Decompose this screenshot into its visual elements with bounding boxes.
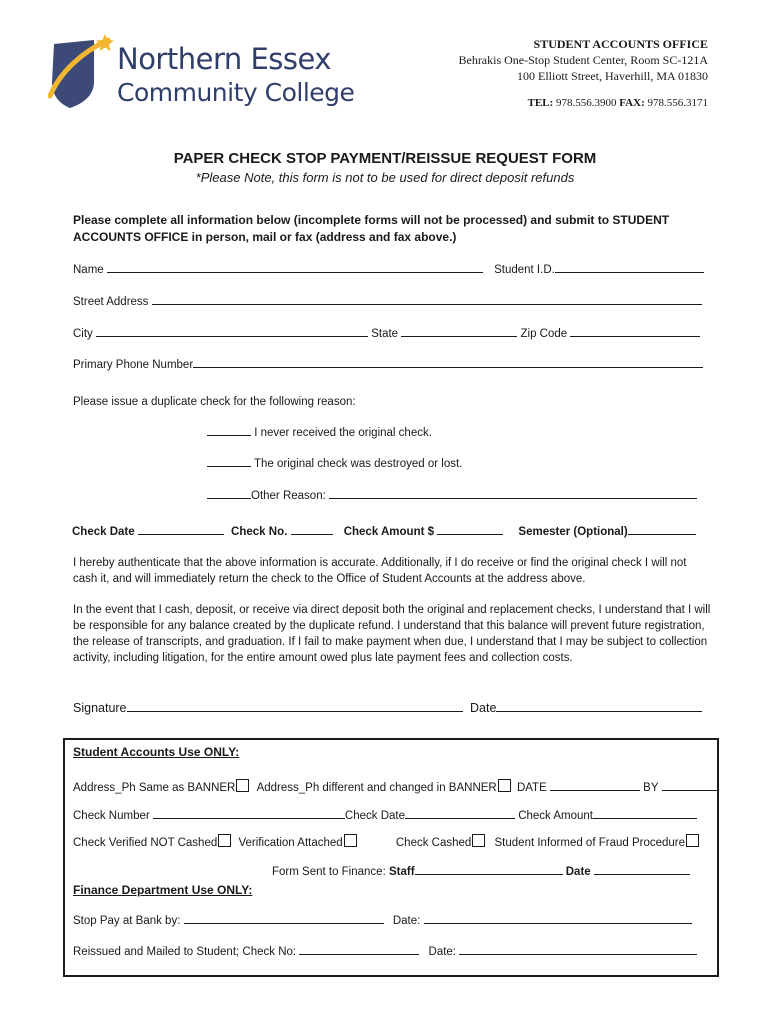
name-label: Name [73,264,104,276]
office-address2: 100 Elliott Street, Haverhill, MA 01830 [517,69,708,83]
reissued-row [73,946,697,958]
form-title: PAPER CHECK STOP PAYMENT/REISSUE REQUEST FORM [173,150,597,167]
office-check-number-field[interactable] [153,817,345,819]
finance-date1-field[interactable] [424,922,692,924]
reason-option-1 [207,427,432,439]
finance-date2-field[interactable] [459,953,697,955]
instructions: Please complete all information below (incomplete forms will not be processed) and submit to STUDENT ACCOUNTS OFFICE in person, mail or fax (address and fax above.) [73,213,670,244]
addr-diff-checkbox[interactable] [498,779,511,792]
phone-row [73,359,703,371]
reason-3-mark[interactable] [207,497,251,499]
semester-field[interactable] [628,533,696,535]
reason-1-label: I never received the original check. [254,427,432,439]
stop-pay-label: Stop Pay at Bank by: [73,915,181,927]
name-field[interactable] [107,271,483,273]
office-check-amount-label: Check Amount [518,810,593,822]
student-id-field[interactable] [555,271,704,273]
finance-date2-label: Date: [428,946,457,958]
finance-date1-label: Date: [392,915,421,927]
check-amount-field[interactable] [437,533,503,535]
authentication-paragraph: I hereby authenticate that the above information is accurate. Additionally, if I do receive or find the original check I will not cash it, and will immediately return the check to the Office of Student Accounts at the address above. [73,557,687,585]
zip-label: Zip Code [520,328,568,340]
semester-label: Semester (Optional) [518,526,628,538]
office-check-number-label: Check Number [73,810,150,822]
informed-label: Student Informed of Fraud Procedure [494,837,686,849]
check-details-row [73,810,697,822]
office-date-field[interactable] [550,789,640,791]
city-row [73,328,700,340]
responsibility-paragraph: In the event that I cash, deposit, or receive via direct deposit both the original and replacement checks, I understand that I will be responsible for any balance created by the duplicate refund. I understand that this balance will prevent future registration, the release of transcripts, and graduation. If I fail to make payment when due, I understand that I may be subject to collection activity, including litigation, for the entire amount owed plus late payment fees and collection costs. [73,604,711,664]
verified-checkbox[interactable] [218,834,231,847]
office-date-label: DATE [516,782,547,794]
city-field[interactable] [96,335,368,337]
sent-date-label: Date [565,866,591,878]
stop-pay-field[interactable] [184,922,384,924]
informed-checkbox[interactable] [686,834,699,847]
by-label: BY [643,782,659,794]
check-amount-label: Check Amount $ [343,526,435,538]
addr-diff-label: Address_Ph different and changed in BANNER [256,782,497,794]
office-contact [528,97,708,109]
addr-same-label: Address_Ph Same as BANNER [73,782,236,794]
reason-1-mark[interactable] [207,434,251,436]
fax-label: FAX: [619,97,645,109]
check-date-label: Check Date [72,526,135,538]
verification-label: Verification Attached [238,837,343,849]
reason-prompt: Please issue a duplicate check for the following reason: [73,396,356,408]
addr-same-checkbox[interactable] [236,779,249,792]
reissued-check-no-field[interactable] [299,953,419,955]
reason-3-label: Other Reason: [251,490,326,502]
signature-label: Signature [73,701,127,715]
shield-star-logo-icon [48,32,114,110]
tel-label: TEL: [527,97,554,109]
signature-date-label: Date [470,701,497,715]
reason-2-label: The original check was destroyed or lost. [254,458,463,470]
verification-checkbox[interactable] [344,834,357,847]
sent-date-field[interactable] [594,873,690,875]
signature-date-field[interactable] [496,710,702,712]
phone-field[interactable] [193,366,703,368]
state-label: State [371,328,399,340]
student-id-label: Student I.D. [494,264,555,276]
name-row [73,264,704,276]
signature-row [73,701,702,715]
reason-option-2 [207,458,462,470]
student-accounts-heading: Student Accounts Use ONLY: [73,745,240,759]
verification-row [73,834,699,849]
sent-to-finance-row [272,866,690,878]
office-check-date-label: Check Date [344,810,405,822]
finance-heading: Finance Department Use ONLY: [73,883,253,897]
tel-number: 978.556.3900 [556,97,617,109]
check-no-label: Check No. [231,526,288,538]
logo-name-line1: Northern Essex [117,42,331,76]
staff-field[interactable] [415,873,563,875]
fax-number: 978.556.3171 [647,97,708,109]
street-row [73,296,702,308]
check-info-row [72,526,696,538]
reissued-label: Reissued and Mailed to Student; Check No: [73,946,297,958]
address-check-row [73,779,718,794]
other-reason-field[interactable] [329,497,697,499]
by-field[interactable] [662,789,718,791]
stop-pay-row [73,915,692,927]
verified-label: Check Verified NOT Cashed [73,837,218,849]
city-label: City [73,328,93,340]
street-field[interactable] [152,303,702,305]
office-address1: Behrakis One-Stop Student Center, Room SC-121A [458,53,708,67]
logo-name-line2: Community College [117,78,355,107]
check-no-field[interactable] [291,533,333,535]
office-name: STUDENT ACCOUNTS OFFICE [533,37,708,51]
state-field[interactable] [401,335,517,337]
phone-label: Primary Phone Number [73,359,194,371]
reason-option-3 [207,490,697,502]
form-subtitle: *Please Note, this form is not to be used for direct deposit refunds [195,170,575,185]
sent-label: Form Sent to Finance: [272,866,386,878]
office-check-amount-field[interactable] [593,817,697,819]
street-label: Street Address [73,296,149,308]
cashed-label: Check Cashed [395,837,472,849]
cashed-checkbox[interactable] [472,834,485,847]
staff-label: Staff [388,866,415,878]
office-use-box [63,738,719,977]
check-date-field[interactable] [138,533,224,535]
signature-field[interactable] [127,710,463,712]
office-check-date-field[interactable] [405,817,515,819]
reason-2-mark[interactable] [207,465,251,467]
zip-field[interactable] [570,335,700,337]
